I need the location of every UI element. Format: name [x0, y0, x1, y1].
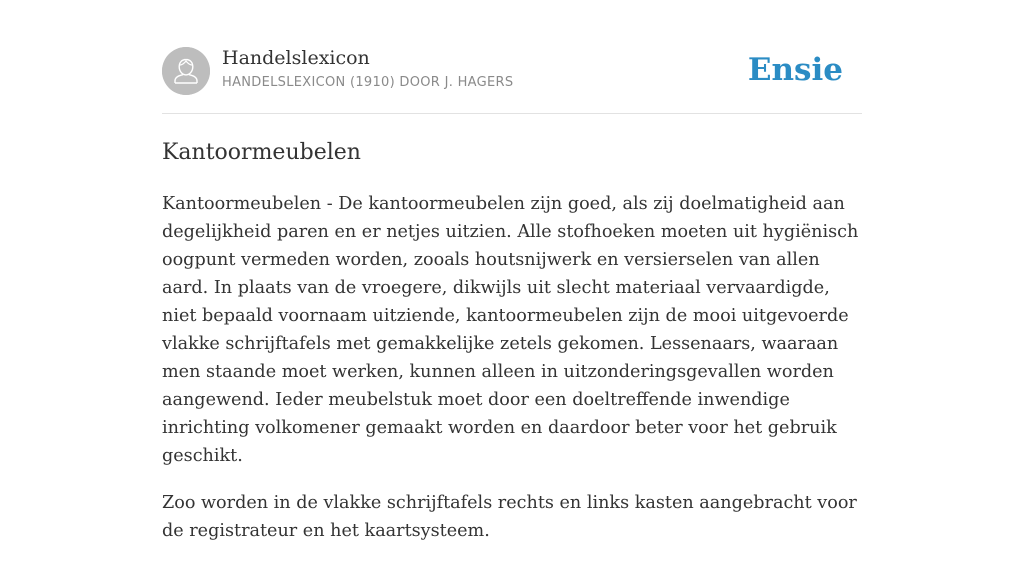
ensie-logo[interactable]: Ensie — [747, 52, 843, 88]
user-avatar-icon[interactable] — [162, 47, 210, 95]
source-header — [162, 0, 862, 114]
source-subtitle[interactable]: HANDELSLEXICON (1910) DOOR J. HAGERS — [222, 75, 514, 90]
article-body — [162, 190, 862, 564]
article-title: Kantoormeubelen — [162, 140, 361, 165]
content-column — [162, 0, 862, 541]
source-name[interactable]: Handelslexicon — [222, 47, 370, 69]
article-paragraph: Kantoormeubelen - De kantoormeubelen zijn goed, als zij doelmatigheid aan degelijkheid paren en er netjes uitzien. Alle stofhoeken moeten uit hygiënisch oogpunt vermeden worden, zooals houtsnijwerk en versierselen van allen aard. In plaats van de vroegere, dikwijls uit slecht materiaal vervaardigde, niet bepaald voornaam uitziende, kantoormeubelen zijn de mooi uitgevoerde vlakke schrijftafels met gemakkelijke zetels gekomen. Lessenaars, waaraan men staande moet werken, kunnen alleen in uitzonderingsgevallen worden aangewend. Ieder meubelstuk moet door een doeltreffende inwendige inrichting volkomener gemaakt worden en daardoor beter voor het gebruik geschikt. — [162, 194, 859, 466]
article-paragraph: Zoo worden in de vlakke schrijftafels rechts en links kasten aangebracht voor de registrateur en het kaartsysteem. — [162, 493, 857, 541]
